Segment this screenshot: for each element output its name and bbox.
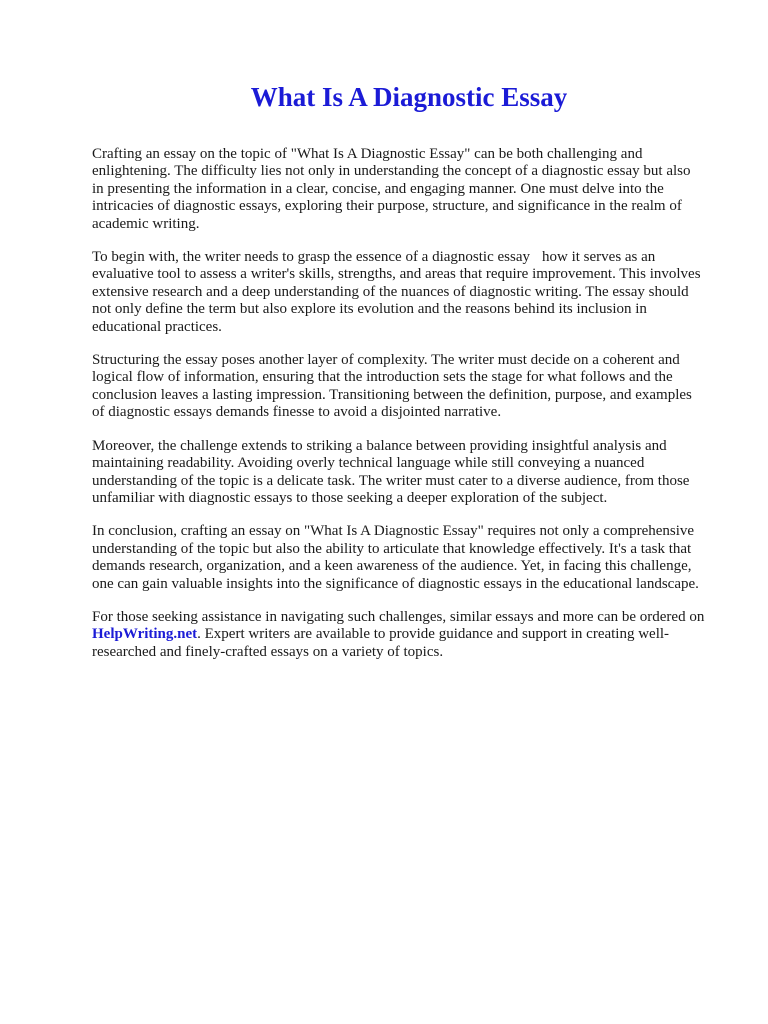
text-line [92,626,728,643]
text-line: understanding of the topic is a delicate task. The writer must cater to a diverse audience, from those [92,472,690,489]
text-line: in presenting the information in a clear, concise, and engaging manner. One must delve into the [92,180,664,197]
text-line: Crafting an essay on the topic of "What Is A Diagnostic Essay" can be both challenging and [92,146,643,162]
text-line: conclusion leaves a lasting impression. Transitioning between the definition, purpose, and examples [92,386,692,403]
text-line: logical flow of information, ensuring that the introduction sets the stage for what follows and the [92,369,673,386]
paragraph-4 [92,438,728,508]
text-line: intricacies of diagnostic essays, exploring their purpose, structure, and significance in the realm of [92,198,682,215]
text-line: researched and finely-crafted essays on a variety of topics. [92,643,444,660]
text-line: not only define the term but also explore its evolution and the reasons behind its inclusion in [92,301,647,318]
document-title: What Is A Diagnostic Essay [250,82,568,112]
text-line: of diagnostic essays demands finesse to avoid a disjointed narrative. [92,404,502,421]
text-line: academic writing. [92,215,200,232]
helpwriting-link[interactable]: HelpWriting.net [92,626,198,643]
text-segment: how it serves as an [542,249,656,266]
paragraph-1 [92,146,728,233]
paragraph-2 [92,249,728,336]
text-line: understanding of the topic but also the ability to articulate that knowledge effectively. It's a task that [92,540,692,557]
text-line: maintaining readability. Avoiding overly technical language while still conveying a nuanced [92,455,645,472]
text-line: educational practices. [92,318,222,335]
text-line: Structuring the essay poses another layer of complexity. The writer must decide on a coherent and [92,352,680,369]
text-line: evaluative tool to assess a writer's skills, strengths, and areas that require improvement. This involves [92,266,701,283]
text-line: For those seeking assistance in navigating such challenges, similar essays and more can be ordered on [92,608,705,625]
text-segment: To begin with, the writer needs to grasp the essence of a diagnostic essay [92,249,530,266]
paragraph-3 [92,352,728,422]
text-line [92,249,728,266]
text-line: one can gain valuable insights into the significance of diagnostic essays in the educational landscape. [92,575,699,592]
document-body [92,146,728,677]
paragraph-5 [92,523,728,593]
text-line: unfamiliar with diagnostic essays to those seeking a deeper exploration of the subject. [92,489,608,506]
text-line: demands research, organization, and a keen awareness of the audience. Yet, in facing this challenge, [92,558,692,575]
text-line: In conclusion, crafting an essay on "What Is A Diagnostic Essay" requires not only a comprehensive [92,523,695,540]
text-line: extensive research and a deep understanding of the nuances of diagnostic writing. The essay should [92,283,689,300]
text-segment: . Expert writers are available to provide guidance and support in creating well- [197,626,670,643]
text-line: Moreover, the challenge extends to striking a balance between providing insightful analysis and [92,437,667,454]
text-line: enlightening. The difficulty lies not only in understanding the concept of a diagnostic essay but also [92,163,691,180]
paragraph-6 [92,609,728,661]
